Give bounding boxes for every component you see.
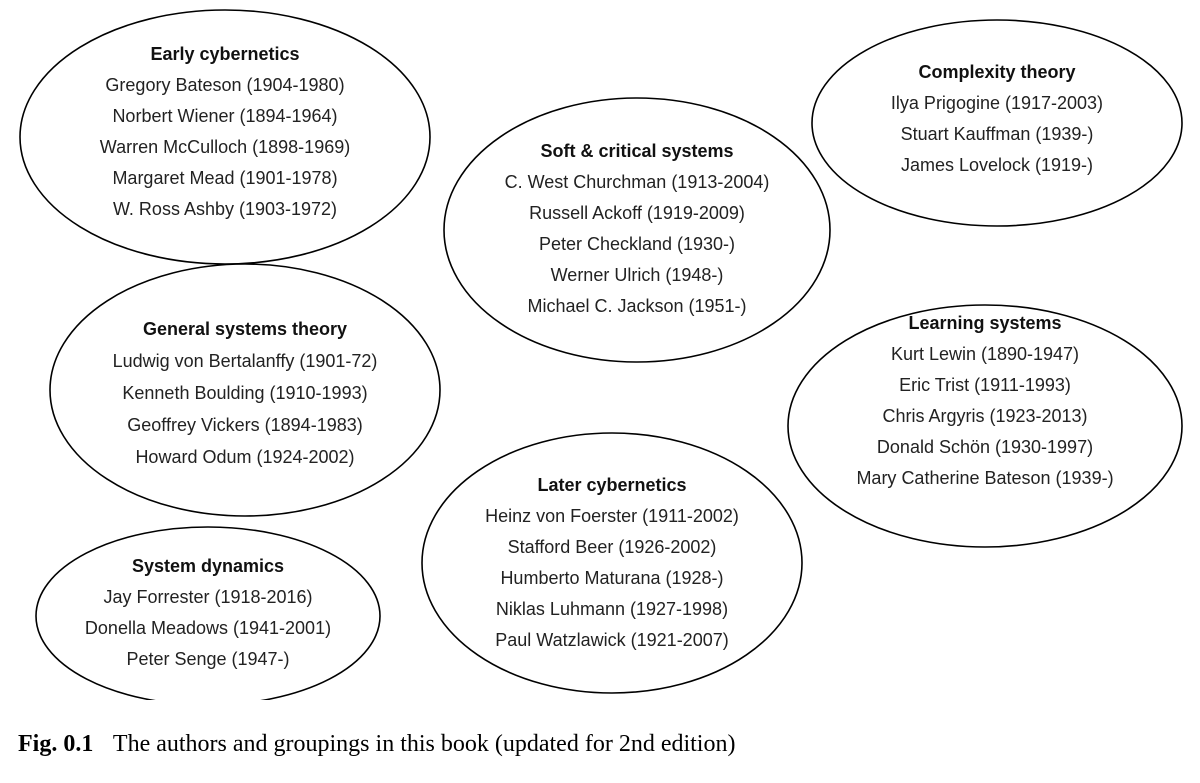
group-member: Geoffrey Vickers (1894-1983) <box>127 415 363 435</box>
group-early-cybernetics <box>20 10 430 264</box>
group-member: Gregory Bateson (1904-1980) <box>105 75 345 95</box>
group-member: Kurt Lewin (1890-1947) <box>890 344 1080 364</box>
group-member: Ilya Prigogine (1917-2003) <box>890 93 1104 113</box>
group-member: Chris Argyris (1923-2013) <box>882 406 1088 426</box>
group-member: Stafford Beer (1926-2002) <box>507 537 717 557</box>
group-ellipse <box>422 433 802 693</box>
group-title: Later cybernetics <box>537 475 687 495</box>
group-member: Donella Meadows (1941-2001) <box>84 618 332 638</box>
group-member: Werner Ulrich (1948-) <box>550 265 724 285</box>
group-complexity-theory <box>812 20 1182 226</box>
group-member: Stuart Kauffman (1939-) <box>900 124 1094 144</box>
group-member: Peter Checkland (1930-) <box>538 234 736 254</box>
group-ellipse <box>36 527 380 700</box>
group-title: Complexity theory <box>918 62 1076 82</box>
figure-caption <box>18 731 735 758</box>
group-member: Norbert Wiener (1894-1964) <box>112 106 338 126</box>
group-member: Heinz von Foerster (1911-2002) <box>485 506 739 526</box>
group-title: Learning systems <box>908 313 1062 333</box>
group-member: Humberto Maturana (1928-) <box>500 568 724 588</box>
group-member: Margaret Mead (1901-1978) <box>112 168 338 188</box>
group-ellipse <box>444 98 830 362</box>
group-member: Peter Senge (1947-) <box>126 649 290 669</box>
figure-caption-text: The authors and groupings in this book (updated for 2nd edition) <box>112 731 736 757</box>
group-member: Paul Watzlawick (1921-2007) <box>495 630 729 650</box>
group-title: System dynamics <box>131 556 285 576</box>
group-member: Russell Ackoff (1919-2009) <box>529 203 745 223</box>
group-later-cybernetics <box>422 433 802 693</box>
group-title: Early cybernetics <box>150 44 300 64</box>
group-title: General systems theory <box>142 319 348 339</box>
group-member: Kenneth Boulding (1910-1993) <box>122 383 368 403</box>
group-ellipse <box>812 20 1182 226</box>
group-ellipse <box>788 305 1182 547</box>
group-member: Howard Odum (1924-2002) <box>135 447 355 467</box>
group-title: Soft & critical systems <box>540 141 734 161</box>
group-member: Mary Catherine Bateson (1939-) <box>856 468 1114 488</box>
group-system-dynamics <box>36 527 380 700</box>
group-member: Eric Trist (1911-1993) <box>899 375 1071 395</box>
group-soft-and-critical-systems <box>444 98 830 362</box>
group-learning-systems <box>788 305 1182 547</box>
group-member: Niklas Luhmann (1927-1998) <box>495 599 729 619</box>
group-member: Jay Forrester (1918-2016) <box>103 587 313 607</box>
group-member: Donald Schön (1930-1997) <box>876 437 1094 457</box>
group-member: Warren McCulloch (1898-1969) <box>99 137 351 157</box>
group-member: Michael C. Jackson (1951-) <box>527 296 747 316</box>
group-member: C. West Churchman (1913-2004) <box>504 172 770 192</box>
figure-label: Fig. 0.1 <box>18 731 94 757</box>
group-member: Ludwig von Bertalanffy (1901-72) <box>112 351 378 371</box>
group-general-systems-theory <box>50 264 440 516</box>
group-member: James Lovelock (1919-) <box>900 155 1094 175</box>
group-member: W. Ross Ashby (1903-1972) <box>112 199 338 219</box>
